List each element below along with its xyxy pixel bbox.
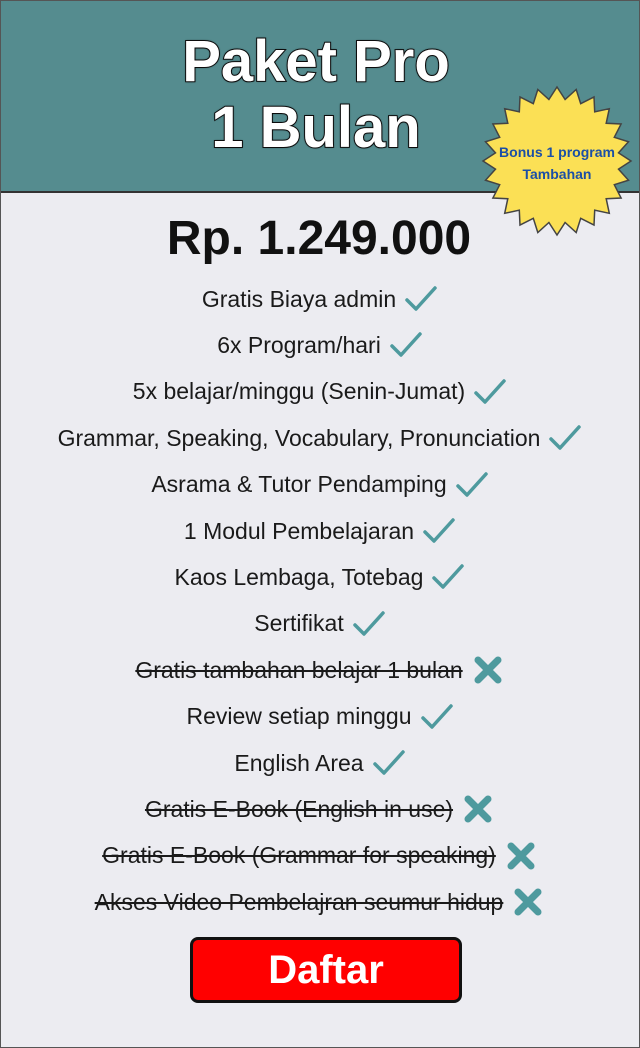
check-icon — [455, 470, 489, 500]
cross-icon — [504, 841, 538, 871]
price: Rp. 1.249.000 — [166, 212, 472, 265]
register-button[interactable]: Daftar — [190, 937, 462, 1003]
cross-icon — [471, 655, 505, 685]
cross-icon — [511, 887, 545, 917]
feature-item — [1, 743, 639, 783]
feature-label: Sertifikat — [254, 610, 344, 637]
feature-label: Akses Video Pembelajran seumur hidup — [94, 888, 504, 915]
title-line-1: Paket Pro — [182, 29, 450, 94]
feature-item — [1, 465, 639, 505]
feature-label: English Area — [234, 749, 364, 776]
feature-label: Kaos Lembaga, Totebag — [174, 563, 424, 590]
check-icon — [473, 377, 507, 407]
check-icon — [404, 284, 438, 314]
feature-label: Gratis E-Book (English in use) — [144, 795, 454, 822]
feature-item — [1, 279, 639, 319]
feature-item — [1, 697, 639, 737]
title-line-2: 1 Bulan — [211, 95, 421, 160]
check-icon — [420, 702, 454, 732]
feature-label: Review setiap minggu — [186, 703, 412, 730]
feature-item — [1, 372, 639, 412]
feature-label: 6x Program/hari — [217, 331, 381, 358]
feature-item — [1, 836, 639, 876]
feature-label: Asrama & Tutor Pendamping — [151, 471, 447, 498]
feature-label: Gratis tambahan belajar 1 bulan — [135, 656, 463, 683]
check-icon — [389, 330, 423, 360]
feature-label: Gratis E-Book (Grammar for speaking) — [102, 842, 496, 869]
feature-label: Grammar, Speaking, Vocabulary, Pronunciation — [57, 424, 541, 451]
feature-item — [1, 882, 639, 922]
badge-line-2: Tambahan — [522, 166, 592, 182]
feature-label: 1 Modul Pembelajaran — [183, 517, 415, 544]
feature-item — [1, 650, 639, 690]
feature-item — [1, 511, 639, 551]
feature-item — [1, 789, 639, 829]
feature-item — [1, 418, 639, 458]
cross-icon — [461, 794, 495, 824]
feature-label: Gratis Biaya admin — [201, 285, 397, 312]
feature-label: 5x belajar/minggu (Senin-Jumat) — [132, 378, 466, 405]
feature-item — [1, 325, 639, 365]
check-icon — [352, 609, 386, 639]
check-icon — [431, 562, 465, 592]
check-icon — [372, 748, 406, 778]
feature-item — [1, 604, 639, 644]
check-icon — [548, 423, 582, 453]
check-icon — [422, 516, 456, 546]
feature-item — [1, 557, 639, 597]
badge-line-1: Bonus 1 program — [499, 144, 615, 160]
